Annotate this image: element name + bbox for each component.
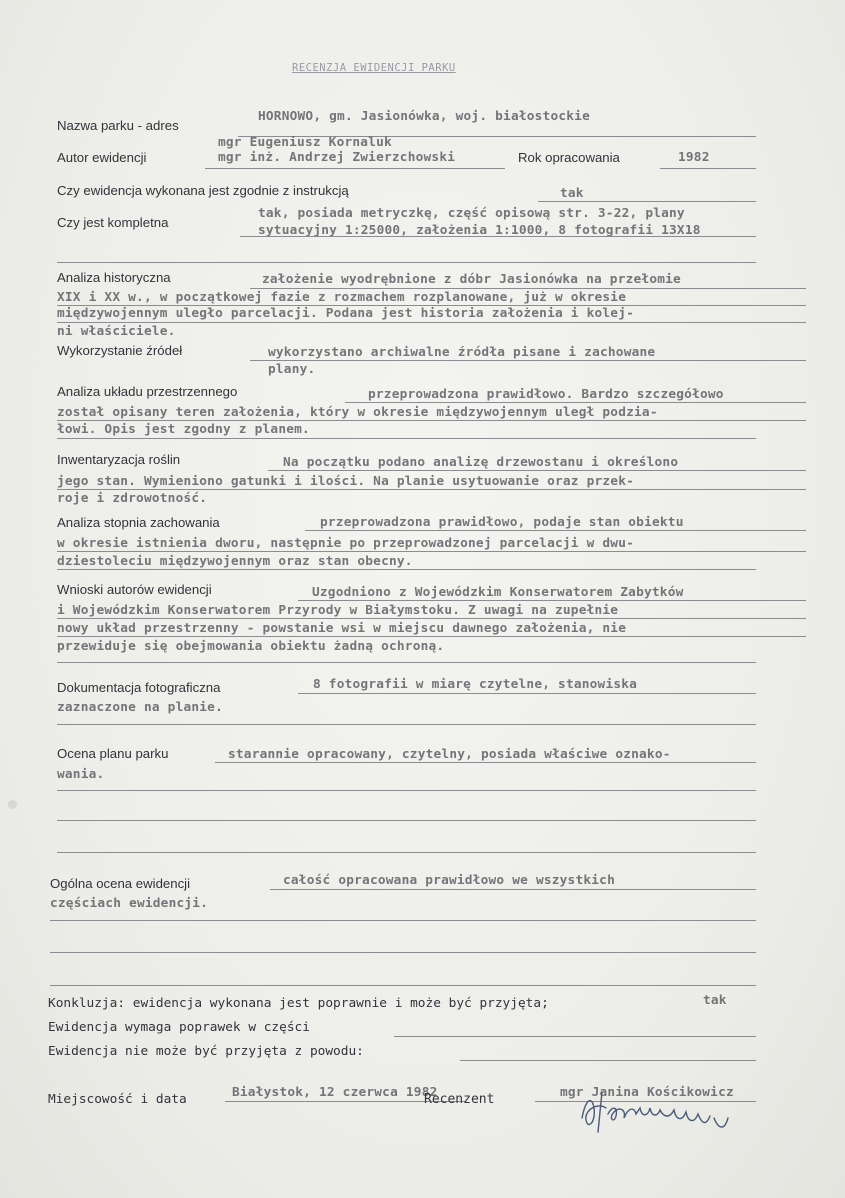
author-line [205, 168, 505, 169]
year-line [660, 168, 756, 169]
spatial-line-1: przeprowadzona prawidłowo. Bardzo szczegółowo [368, 387, 724, 402]
complete-label: Czy jest kompletna [57, 215, 169, 230]
plants-line-1: Na początku podano analizę drzewostanu i określono [283, 455, 679, 470]
plan-rule-1 [215, 762, 756, 763]
plan-line-2: wania. [57, 767, 105, 782]
place-date-value: Białystok, 12 czerwca 1982 [232, 1085, 438, 1100]
photos-label: Dokumentacja fotograficzna [57, 680, 221, 695]
overall-rule-2 [50, 920, 756, 921]
corrections-label: Ewidencja wymaga poprawek w części [48, 1020, 310, 1035]
plan-label: Ocena planu parku [57, 746, 169, 761]
conclusions-label: Wnioski autorów ewidencji [57, 582, 212, 597]
history-rule-1 [250, 288, 806, 289]
spatial-label: Analiza układu przestrzennego [57, 384, 238, 399]
compliance-label: Czy ewidencja wykonana jest zgodnie z instrukcją [57, 183, 349, 198]
overall-line-2: częściach ewidencji. [50, 896, 209, 911]
conclusions-line-4: przewiduje się obejmowania obiektu żadną ochroną. [57, 639, 445, 654]
punch-mark [8, 800, 17, 809]
history-line-2: XIX i XX w., w początkowej fazie z rozmachem rozplanowane, już w okresie [57, 290, 627, 305]
spatial-line-2: został opisany teren założenia, który w okresie międzywojennym uległ podzia- [57, 405, 658, 420]
sources-line-1: wykorzystano archiwalne źródła pisane i zachowane [268, 345, 656, 360]
place-date-label: Miejscowość i data [48, 1092, 187, 1107]
photos-rule-2 [57, 724, 756, 725]
conclusions-line-2: i Wojewódzkim Konserwatorem Przyrody w Białymstoku. Z uwagi na zupełnie [57, 603, 619, 618]
park-name-label: Nazwa parku - adres [57, 118, 179, 133]
overall-line-1: całość opracowana prawidłowo we wszystkich [283, 873, 615, 888]
conclusions-line-1: Uzgodniono z Wojewódzkim Konserwatorem Zabytków [312, 585, 684, 600]
complete-line-1: tak, posiada metryczkę, część opisową str. 3-22, plany [258, 206, 685, 221]
overall-rule-4 [50, 985, 756, 986]
history-line-1: założenie wyodrębnione z dóbr Jasionówka na przełomie [262, 272, 681, 287]
conclusions-rule-1 [298, 600, 806, 601]
history-rule-3 [57, 322, 806, 323]
conclusions-rule-2 [57, 618, 806, 619]
spatial-rule-2 [57, 420, 806, 421]
conclusion-accepted-value: tak [703, 993, 727, 1008]
conclusions-rule-3 [57, 636, 806, 637]
year-label: Rok opracowania [518, 150, 620, 165]
corrections-line [394, 1036, 756, 1037]
preservation-rule-3 [57, 569, 756, 570]
preservation-line-2: w okresie istnienia dworu, następnie po przeprowadzonej parcelacji w dwu- [57, 536, 635, 551]
spatial-rule-3 [57, 438, 756, 439]
reviewer-value: mgr Janina Kościkowicz [560, 1085, 734, 1100]
complete-line [240, 236, 756, 237]
reviewer-label: Recenzent [424, 1092, 495, 1107]
blank-line [57, 262, 756, 263]
rejected-label: Ewidencja nie może być przyjęta z powodu: [48, 1044, 364, 1059]
overall-rule-1 [270, 889, 756, 890]
preservation-line-3: dziestoleciu międzywojennym oraz stan obecny. [57, 554, 413, 569]
author-line-2: mgr inż. Andrzej Zwierzchowski [218, 150, 456, 165]
author-label: Autor ewidencji [57, 150, 147, 165]
preservation-line-1: przeprowadzona prawidłowo, podaje stan obiektu [320, 515, 684, 530]
compliance-value: tak [560, 186, 584, 201]
conclusion-accepted-label: Konkluzja: ewidencja wykonana jest poprawnie i może być przyjęta; [48, 996, 549, 1011]
plants-label: Inwentaryzacja roślin [57, 452, 181, 467]
plants-line-3: roje i zdrowotność. [57, 491, 208, 506]
sources-rule-1 [250, 360, 806, 361]
author-line-1: mgr Eugeniusz Kornaluk [218, 135, 392, 150]
year-value: 1982 [678, 150, 710, 165]
overall-label: Ogólna ocena ewidencji [50, 876, 191, 891]
conclusions-rule-4 [57, 662, 756, 663]
history-line-4: ni właściciele. [57, 324, 176, 339]
history-line-3: międzywojennym uległo parcelacji. Podana jest historia założenia i kolej- [57, 306, 635, 321]
history-label: Analiza historyczna [57, 270, 171, 285]
spatial-line-3: łowi. Opis jest zgodny z planem. [57, 422, 310, 437]
plants-rule-2 [57, 489, 806, 490]
photos-rule-1 [298, 693, 756, 694]
preservation-rule-1 [305, 530, 806, 531]
spatial-rule-1 [345, 402, 806, 403]
preservation-label: Analiza stopnia zachowania [57, 515, 220, 530]
overall-rule-3 [50, 952, 756, 953]
photos-line-1: 8 fotografii w miarę czytelne, stanowiska [313, 677, 638, 692]
conclusions-line-3: nowy układ przestrzenny - powstanie wsi w miejscu dawnego założenia, nie [57, 621, 627, 636]
document-title: RECENZJA EWIDENCJI PARKU [292, 62, 456, 74]
sources-line-2: plany. [268, 362, 316, 377]
plan-line-1: starannie opracowany, czytelny, posiada właściwe oznako- [228, 747, 671, 762]
plan-rule-2 [57, 790, 756, 791]
compliance-line [538, 201, 756, 202]
park-name-value: HORNOWO, gm. Jasionówka, woj. białostockie [258, 109, 590, 124]
reviewer-signature [578, 1088, 738, 1138]
preservation-rule-2 [57, 551, 806, 552]
sources-label: Wykorzystanie źródeł [57, 343, 183, 358]
plan-rule-3 [57, 820, 756, 821]
rejected-line [460, 1060, 756, 1061]
photos-line-2: zaznaczone na planie. [57, 700, 223, 715]
complete-line-2: sytuacyjny 1:25000, założenia 1:1000, 8 fotografii 13X18 [258, 223, 701, 238]
plants-line-2: jego stan. Wymieniono gatunki i ilości. Na planie usytuowanie oraz przek- [57, 474, 635, 489]
plants-rule-1 [268, 470, 806, 471]
plan-rule-4 [57, 852, 756, 853]
